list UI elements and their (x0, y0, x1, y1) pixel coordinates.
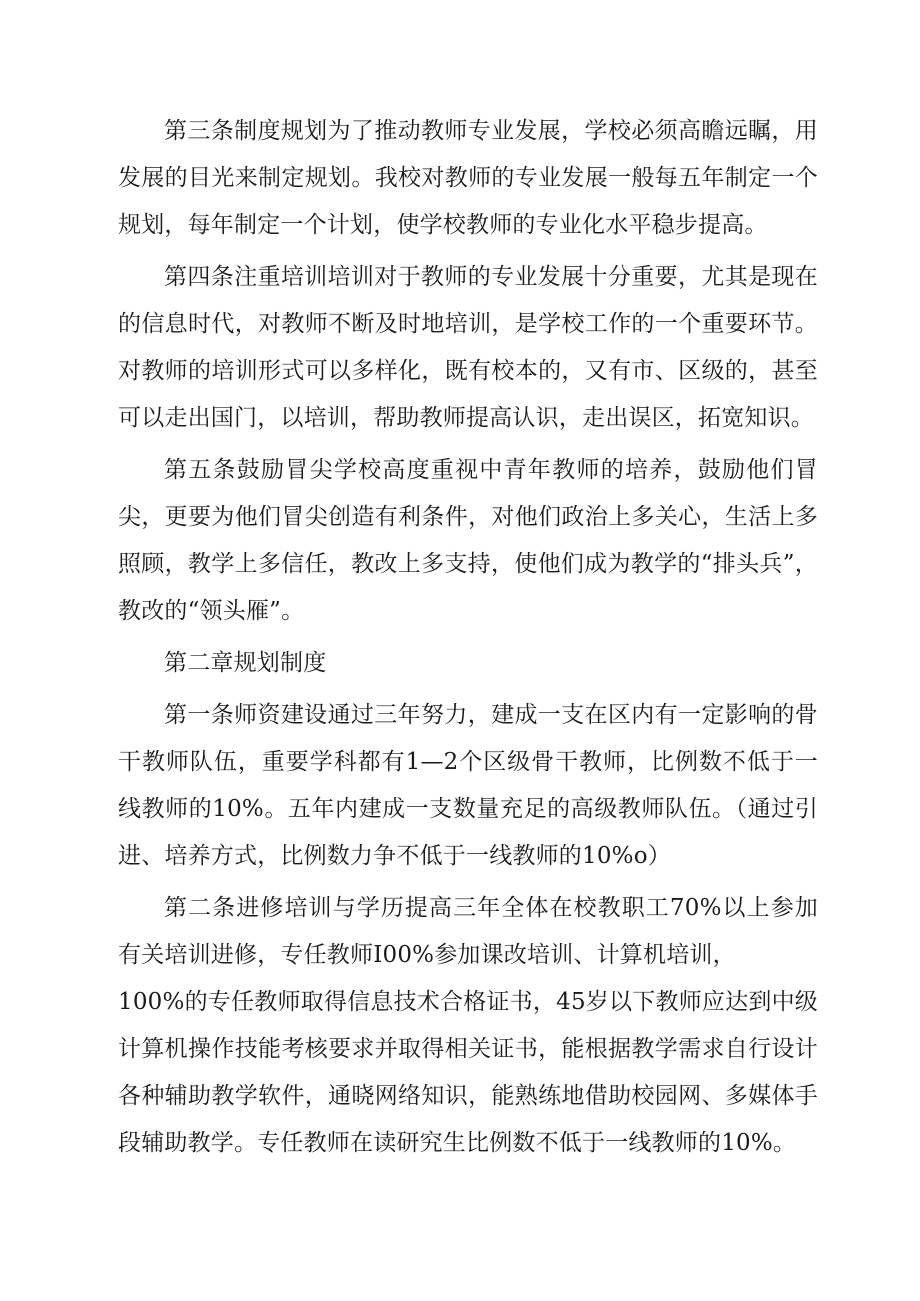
paragraph-article-4-training: 第四条注重培训培训对于教师的专业发展十分重要，尤其是现在的信息时代，对教师不断及时地培训，是学校工作的一个重要环节。对教师的培训形式可以多样化，既有校本的，又有市、区级的，甚至可以走出国门，以培训，帮助教师提高认识，走出误区，拓宽知识。 (118, 264, 818, 431)
paragraph-article-5-encourage: 第五条鼓励冒尖学校高度重视中青年教师的培养，鼓励他们冒尖，更要为他们冒尖创造有利条件，对他们政治上多关心，生活上多照顾，教学上多信任，教改上多支持，使他们成为教学的“排头兵”，教改的“领头雁”。 (118, 457, 818, 624)
document-body (118, 108, 818, 1167)
paragraph-article-1-staffing: 第一条师资建设通过三年努力，建成一支在区内有一定影响的骨干教师队伍，重要学科都有1—2个区级骨干教师，比例数不低于一线教师的10%。五年内建成一支数量充足的高级教师队伍。（通过引进、培养方式，比例数力争不低于一线教师的10%o） (118, 702, 818, 869)
paragraph-article-2-training-part1: 第二条进修培训与学历提高三年全体在校教职工70%以上参加有关培训进修，专任教师I00%参加课改培训、计算机培训， (118, 895, 818, 968)
paragraph-article-3-planning: 第三条制度规划为了推动教师专业发展，学校必须高瞻远瞩，用发展的目光来制定规划。我校对教师的专业发展一般每五年制定一个规划，每年制定一个计划，使学校教师的专业化水平稳步提高。 (118, 118, 818, 238)
chapter-heading: 第二章规划制度 (164, 650, 327, 676)
paragraph-article-2-training-part2: 100%的专任教师取得信息技术合格证书，45岁以下教师应达到中级计算机操作技能考核要求并取得相关证书，能根据教学需求自行设计各种辅助教学软件，通晓网络知识，能熟练地借助校园网、多媒体手段辅助教学。专任教师在读研究生比例数不低于一线教师的10%。 (118, 989, 818, 1156)
